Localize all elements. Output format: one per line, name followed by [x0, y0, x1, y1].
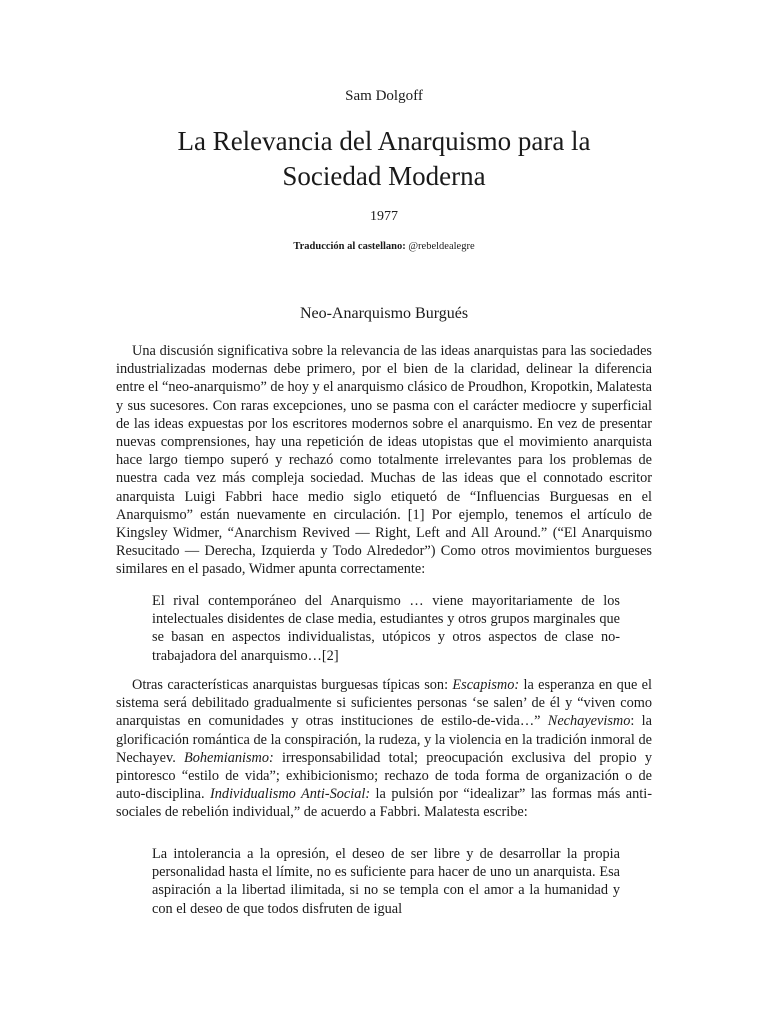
paragraph2-text-5: la pulsión por “idealizar” las formas más anti-sociales de rebelión individual,” de acuerdo a Fabbri. Malatesta escribe: — [116, 786, 652, 821]
term-nechayevismo: Nechayevismo — [547, 713, 631, 730]
body-paragraph-1: Una discusión significativa sobre la relevancia de las ideas anarquistas para las sociedades industrializadas modernas debe primero, por el bien de la claridad, delinear la diferencia entre el “neo-anarquismo” de hoy y el anarquismo clásico de Proudhon, Kropotkin, Malatesta y sus sucesores. Con raras excepciones, uno se pasma con el carácter mediocre y superficial de las ideas expuestas por los escritores modernos sobre el anarquismo. En vez de presentar nuevas comprensiones, hay una repetición de ideas utopistas que el movimiento anarquista hace largo tiempo superó y rechazó como totalmente irrelevantes para los problemas de nuestra cada vez más compleja sociedad. Muchas de las ideas que el connotado escritor anarquista Luigi Fabbri hace medio siglo etiquetó de “Influencias Burguesas en el Anarquismo” están nuevamente en circulación. [1] Por ejemplo, tenemos el artículo de Kingsley Widmer, “Anarchism Revived — Right, Left and All Around.” (“El Anarquismo Resucitado — Derecha, Izquierda y Todo Alrededor”) Como otros movimientos burgueses similares en el pasado, Widmer apunta correctamente: — [116, 343, 652, 578]
term-bohemianismo: Bohemianismo: — [184, 749, 274, 766]
term-escapismo: Escapismo: — [452, 677, 520, 693]
term-individualismo: Individualismo Anti-Social: — [210, 786, 371, 803]
block-quote-2: La intolerancia a la opresión, el deseo de ser libre y de desarrollar la propia personalidad hasta el límite, no es suficiente para hacer de uno un anarquista. Esa aspiración a la libertad ilimitada, si no se templa con el amor a la humanidad y con el deseo de que todos disfruten de igual — [152, 846, 620, 917]
paragraph2-text-3: : la glorificación romántica de la conspiración, la rudeza, y la violencia en la tradición inmoral de Nechayev. — [116, 713, 652, 766]
publication-year: 1977 — [370, 209, 398, 224]
translator-handle: @rebeldealegre — [405, 241, 475, 252]
translation-credit — [0, 241, 768, 252]
block-quote-1: El rival contemporáneo del Anarquismo … viene mayoritariamente de los intelectuales disidentes de clase media, estudiantes y otros grupos marginales que se basan en aspectos individualistas, utópicos y otros aspectos de clase no-trabajadora del anarquismo…[2] — [152, 593, 620, 664]
body-paragraph-2 — [116, 676, 652, 822]
paragraph2-text-1: Otras características anarquistas burguesas típicas son: — [132, 677, 453, 693]
paragraph2-text-4: irresponsabilidad total; preocupación exclusiva del propio y pintoresco “estilo de vida”; exhibicionismo; rechazo de toda forma de organización o de auto-disciplina. — [116, 749, 653, 803]
translation-label: Traducción al castellano: — [293, 241, 406, 252]
title-line-1: La Relevancia del Anarquismo para la — [177, 126, 591, 156]
section-heading: Neo-Anarquismo Burgués — [299, 305, 469, 322]
paragraph2-text-2: la esperanza en que el sistema será debilitado gradualmente si suficientes personas ‘se salen’ de él y “viven como anarquistas en comunidades y otras instituciones de estilo-de-vida…” — [116, 677, 652, 730]
title-line-2: Sociedad Moderna — [282, 161, 486, 191]
author-name: Sam Dolgoff — [345, 88, 423, 104]
document-title — [0, 124, 768, 194]
